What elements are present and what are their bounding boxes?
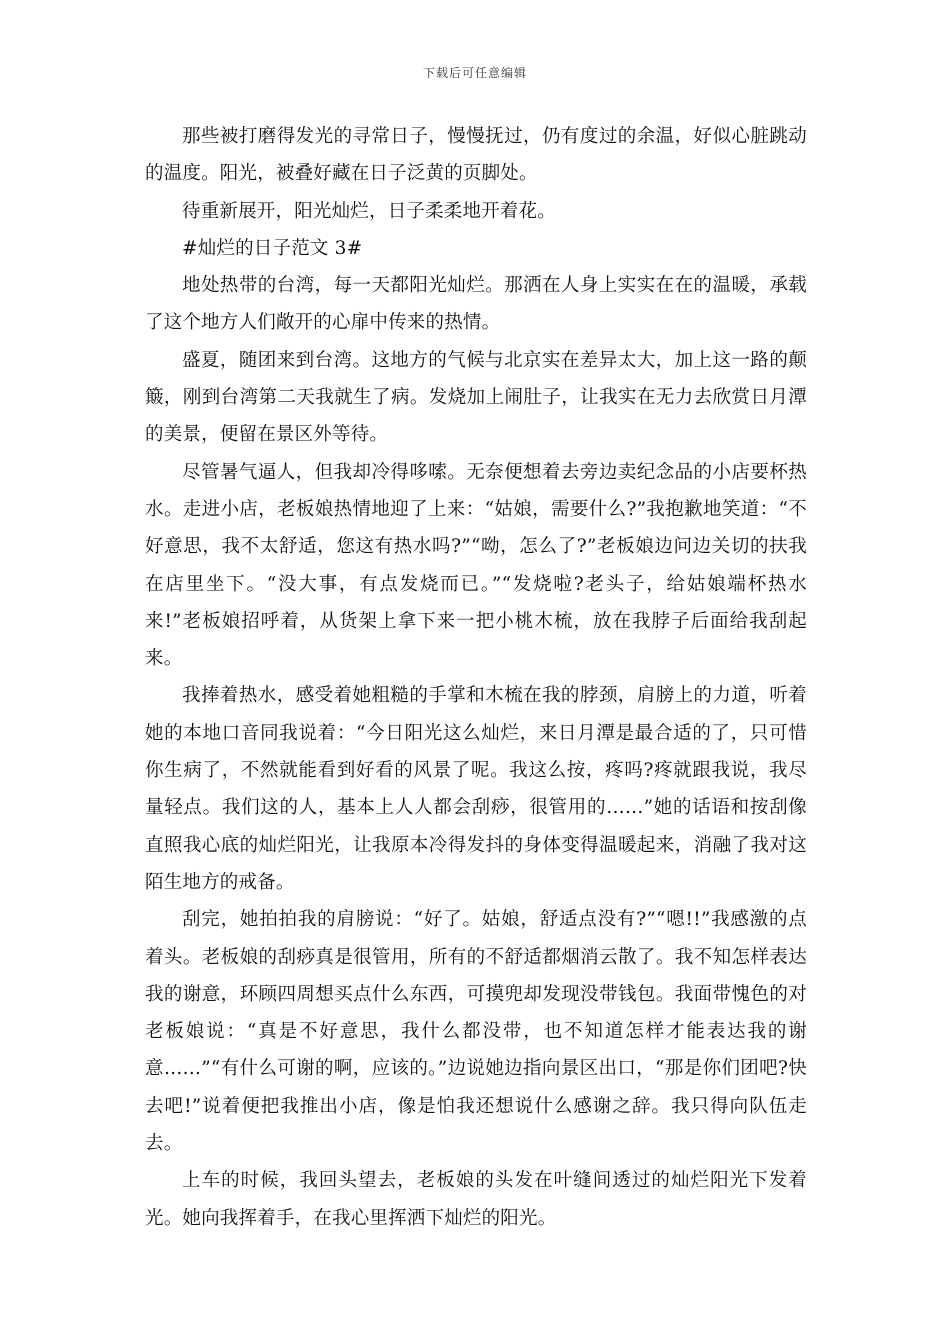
paragraph-1: 那些被打磨得发光的寻常日子，慢慢抚过，仍有度过的余温，好似心脏跳动的温度。阳光，被叠好藏在日子泛黄的页脚处。: [145, 126, 807, 185]
paragraph-7: 刮完，她拍拍我的肩膀说：“好了。姑娘，舒适点没有?”“嗯!!”我感激的点着头。老板娘的刮痧真是很管用，所有的不舒适都烟消云散了。我不知怎样表达我的谢意，环顾四周想买点什么东西，可摸兜却发现没带钱包。我面带愧色的对老板娘说：“真是不好意思，我什么都没带，也不知道怎样才能表达我的谢意……”“有什么可谢的啊，应该的。”边说她边指向景区出口，“那是你们团吧?快去吧!”说着便把我推出小店，像是怕我还想说什么感谢之辞。我只得向队伍走去。: [145, 909, 807, 1155]
section-heading: #灿烂的日子范文 3#: [182, 237, 363, 259]
paragraph-3: 地处热带的台湾，每一天都阳光灿烂。那洒在人身上实实在在的温暖，承载了这个地方人们敞开的心扉中传来的热情。: [145, 275, 807, 334]
paragraph-4: 盛夏，随团来到台湾。这地方的气候与北京实在差异太大，加上这一路的颠簸，刚到台湾第二天我就生了病。发烧加上闹肚子，让我实在无力去欣赏日月潭的美景，便留在景区外等待。: [145, 349, 807, 446]
document-body: [145, 118, 807, 1237]
page-header: 下载后可任意编辑: [422, 66, 527, 80]
paragraph-6: 我捧着热水，感受着她粗糙的手掌和木梳在我的脖颈，肩膀上的力道，听着她的本地口音同我说着：“今日阳光这么灿烂，来日月潭是最合适的了，只可惜你生病了，不然就能看到好看的风景了呢。我这么按，疼吗?疼就跟我说，我尽量轻点。我们这的人，基本上人人都会刮痧，很管用的……”她的话语和按刮像直照我心底的灿烂阳光，让我原本冷得发抖的身体变得温暖起来，消融了我对这陌生地方的戒备。: [145, 685, 807, 893]
paragraph-2: 待重新展开，阳光灿烂，日子柔柔地开着花。: [182, 200, 557, 222]
paragraph-5: 尽管暑气逼人，但我却冷得哆嗦。无奈便想着去旁边卖纪念品的小店要杯热水。走进小店，老板娘热情地迎了上来：“姑娘，需要什么?”我抱歉地笑道：“不好意思，我不太舒适，您这有热水吗?”“呦，怎么了?”老板娘边问边关切的扶我在店里坐下。“没大事，有点发烧而已。”“发烧啦?老头子，给姑娘端杯热水来!”老板娘招呼着，从货架上拿下来一把小桃木梳，放在我脖子后面给我刮起来。: [145, 461, 807, 670]
paragraph-8: 上车的时候，我回头望去，老板娘的头发在叶缝间透过的灿烂阳光下发着光。她向我挥着手，在我心里挥洒下灿烂的阳光。: [145, 1170, 807, 1229]
